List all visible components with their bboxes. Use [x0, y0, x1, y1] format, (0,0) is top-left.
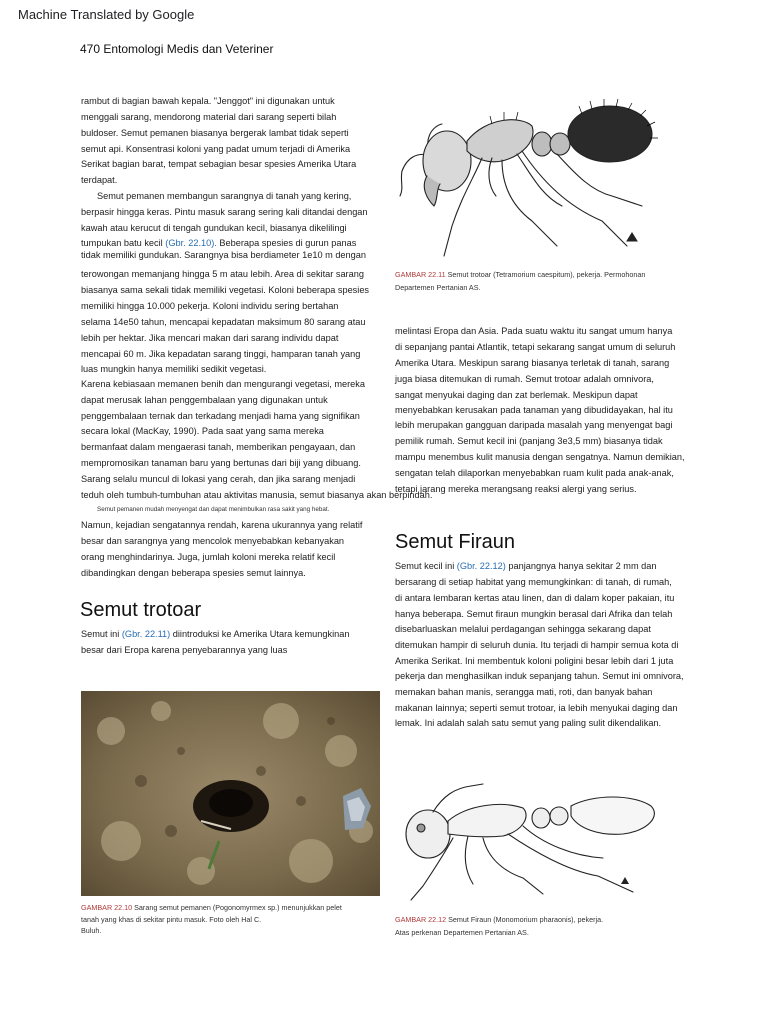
text-line: memiliki hingga 10.000 pekerja. Koloni individu sering bertahan [81, 301, 339, 311]
figure-caption-22-10-line2: tanah yang khas di sekitar pintu masuk. Foto oleh Hal C. [81, 915, 262, 924]
harvester-ant-nest-photo [81, 691, 380, 896]
text-line: mampu menembus kulit manusia dengan sengatnya. Namun demikian, [395, 452, 685, 462]
caption-text: Semut trotoar (Tetramorium caespitum), pekerja. Permohonan [445, 270, 646, 279]
text-span: Semut kecil ini [395, 561, 457, 571]
text-line: di sepanjang pantai Atlantik, tetapi sekarang sangat umum di seluruh [395, 342, 676, 352]
text-line: melintasi Eropa dan Asia. Pada suatu waktu itu sangat umum hanya [395, 326, 673, 336]
text-line: terdapat. [81, 175, 118, 185]
text-line: Namun, kejadian sengatannya rendah, karena ukurannya yang relatif [81, 520, 363, 530]
text-line: dapat merusak lahan penggembalaan yang digunakan untuk [81, 395, 328, 405]
figure-caption-22-12 [395, 914, 603, 925]
text-span: panjangnya hanya sekitar 2 mm dan [505, 561, 657, 571]
text-line: biasanya sama sekali tidak memiliki vegetasi. Koloni beberapa spesies [81, 285, 370, 295]
text-line [81, 237, 356, 249]
caption-text: Sarang semut pemanen (Pogonomyrmex sp.) menunjukkan pelet [132, 903, 342, 912]
text-line: semut api. Konsentrasi koloni yang padat umum terjadi di Amerika [81, 144, 351, 154]
figure-ref-link[interactable]: (Gbr. 22.11) [121, 629, 171, 639]
text-line: lebih per hektar. Jika mencari makan dari sarang individu dapat [81, 333, 339, 343]
text-line: mempromosikan tanaman baru yang bertunas dari biji yang dibuang. [81, 458, 361, 468]
text-line: pekerja dan menghasilkan induk sepanjang tahun. Semut ini omnivora, [395, 671, 684, 681]
text-line: lebih merupakan gangguan daripada masalah yang menyengat bagi [395, 420, 673, 430]
text-line: di antara lembaran kertas atau linen, dan di dalam koper pakaian, itu [395, 593, 675, 603]
text-line: bermanfaat dalam mengaerasi tanah, memberikan pengayaan, dan [81, 442, 356, 452]
figure-caption-22-11 [395, 269, 645, 280]
text-line: buldoser. Semut pemanen biasanya bergerak lambat tidak seperti [81, 128, 349, 138]
text-line: bersarang di setiap habitat yang memungkinkan: di tanah, di rumah, [395, 577, 672, 587]
text-line: sengatan telah dilaporkan menyebabkan ruam kulit pada anak-anak, [395, 468, 674, 478]
text-line: berpasir hingga keras. Pintu masuk sarang sering kali ditandai dengan [81, 207, 368, 217]
text-line: Amerika Serikat. Ini membentuk koloni poligini besar lebih dari 1 juta [395, 656, 674, 666]
figure-caption-22-10 [81, 902, 342, 913]
text-line: terowongan memanjang hingga 5 m atau lebih. Area di sekitar sarang [81, 269, 364, 279]
text-line: penggembalaan ternak dan terkadang menjadi hama yang signifikan [81, 411, 360, 421]
text-line [81, 628, 349, 640]
text-line: sangat menyukai daging dan zat berlemak. Meskipun dapat [395, 390, 638, 400]
text-line: makanan lainnya; seperti semut trotoar, ia lebih menyukai daging dan [395, 703, 678, 713]
text-span: tumpukan batu kecil [81, 238, 166, 248]
text-line: pemilik rumah. Semut kecil ini (panjang 3e3,5 mm) biasanya tidak [395, 436, 663, 446]
text-line: secara lokal (MacKay, 1990). Pada saat yang sama mereka [81, 426, 324, 436]
translation-banner: Machine Translated by Google [18, 7, 195, 22]
running-head: 470 Entomologi Medis dan Veteriner [80, 42, 274, 56]
text-line: kawah atau kerucut di tengah gundukan kecil, biasanya dikelilingi [81, 223, 347, 233]
section-heading-firaun: Semut Firaun [395, 531, 516, 553]
figure-tag: GAMBAR 22.10 [81, 903, 133, 912]
text-line: rambut di bagian bawah kepala. "Jenggot" ini digunakan untuk [81, 96, 335, 106]
text-line: Sarang selalu muncul di lokasi yang cerah, dan jika sarang menjadi [81, 474, 356, 484]
sting-note: Semut pemanen mudah menyengat dan dapat menimbulkan rasa sakit yang hebat. [97, 506, 330, 513]
text-line: juga biasa ditemukan di rumah. Semut trotoar adalah omnivora, [395, 374, 654, 384]
text-line: Semut pemanen membangun sarangnya di tanah yang kering, [97, 191, 352, 201]
text-line: teduh oleh tumbuh-tumbuhan atau aktivitas manusia, semut biasanya akan berpindah. [81, 490, 433, 500]
text-line: selama 14e50 tahun, mencapai kepadatan maksimum 80 sarang atau [81, 317, 366, 327]
text-line: Amerika Utara. Meskipun sarang biasanya terletak di tanah, sarang [395, 358, 670, 368]
pavement-ant-illustration [392, 96, 697, 264]
text-span: diintroduksi ke Amerika Utara kemungkinan [170, 629, 350, 639]
figure-caption-22-12-line2: Atas perkenan Departemen Pertanian AS. [395, 928, 529, 937]
figure-tag: GAMBAR 22.11 [395, 270, 446, 279]
text-line: disebarluaskan melalui perdagangan sehingga sekarang dapat [395, 624, 651, 634]
figure-tag: GAMBAR 22.12 [395, 915, 447, 924]
text-line: mencapai 60 m. Jika kepadatan sarang tinggi, hamparan tanah yang [81, 349, 361, 359]
text-line: luas mungkin hanya memiliki sedikit vegetasi. [81, 364, 267, 374]
text-line: Serikat bagian barat, tempat sebagian besar spesies Amerika Utara [81, 159, 357, 169]
text-line: memakan bahan manis, serangga mati, roti, dan banyak bahan [395, 687, 653, 697]
text-line: menyebabkan kerusakan pada tanaman yang dibudidayakan, hal itu [395, 405, 673, 415]
text-line: orang menghindarinya. Juga, jumlah koloni mereka relatif kecil [81, 552, 336, 562]
text-line [395, 560, 657, 572]
text-line: dibandingkan dengan beberapa spesies semut lainnya. [81, 568, 306, 578]
figure-ref-link[interactable]: (Gbr. 22.12) [456, 561, 506, 571]
figure-caption-22-11-line2: Departemen Pertanian AS. [395, 283, 481, 292]
text-span: Beberapa spesies di gurun panas [216, 238, 357, 248]
text-line: tetapi jarang mereka merangsang reaksi alergi yang serius. [395, 484, 637, 494]
text-line: hanya beberapa. Semut firaun mungkin berasal dari Afrika dan telah [395, 609, 673, 619]
pharaoh-ant-illustration [393, 776, 695, 906]
text-line: lemak. Ini adalah salah satu semut yang paling sulit dikendalikan. [395, 718, 662, 728]
text-line: ditemukan hampir di seluruh dunia. Itu terjadi di hampir semua kota di [395, 640, 679, 650]
text-line: Karena kebiasaan memanen benih dan mengurangi vegetasi, mereka [81, 379, 365, 389]
text-line: menggali sarang, mendorong material dari sarang seperti bilah [81, 112, 337, 122]
text-line: tidak memiliki gundukan. Sarangnya bisa berdiameter 1e10 m dengan [81, 250, 366, 260]
text-span: Semut ini [81, 629, 122, 639]
section-heading-trotoar: Semut trotoar [80, 599, 202, 621]
caption-text: Semut Firaun (Monomorium pharaonis), pekerja. [446, 915, 604, 924]
text-line: besar dari Eropa karena penyebarannya yang luas [81, 645, 288, 655]
figure-ref-link[interactable]: (Gbr. 22.10). [165, 238, 217, 248]
figure-caption-22-10-line3: Buluh. [81, 926, 102, 935]
text-line: besar dan sarangnya yang mencolok menyebabkan kebanyakan [81, 536, 345, 546]
